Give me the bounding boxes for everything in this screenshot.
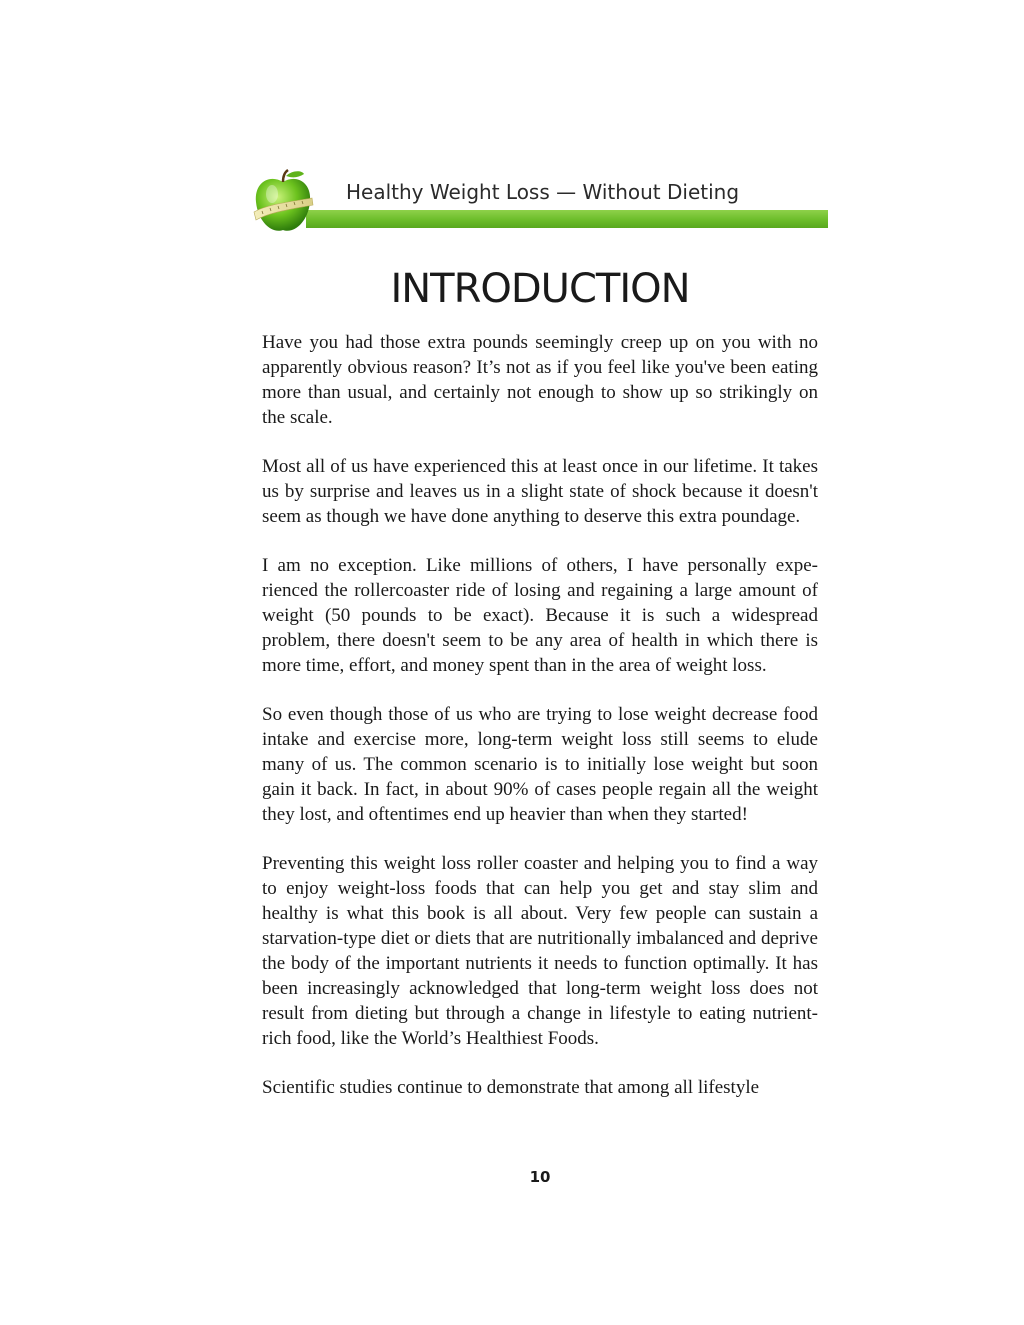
chapter-title: INTRODUCTION — [390, 266, 690, 312]
paragraph: So even though those of us who are trying to lose weight decrease food intake and exercise more, long-term weight loss still seems to elude many of us. The common scenario is to initially lose weight but soon gain it back. In fact, in about 90% of cases people regain all the weight they lost, and oftentimes end up heavier than when they started! — [262, 704, 818, 825]
paragraph: Preventing this weight loss roller coaster and helping you to find a way to enjoy weight-loss foods that can help you get and stay slim and healthy is what this book is all about. Very few people can sustain a starvation-type diet or diets that are nutritionally imbalanced and deprive the body of the important nutrients it needs to function optimally. It has been increasingly acknowledged that long-term weight loss does not result from dieting but through a change in lifestyle to eating nutrient-rich food, like the World’s Healthiest Foods. — [262, 853, 818, 1049]
running-title: Healthy Weight Loss — Without Dieting — [346, 180, 740, 204]
page-header — [250, 168, 830, 240]
paragraph: Scientific studies continue to demonstrate that among all lifestyle — [262, 1077, 760, 1098]
paragraph: Most all of us have experienced this at least once in our lifetime. It takes us by surprise and leaves us in a slight state of shock because it doesn't seem as though we have done anything to deserve this extra poundage. — [262, 456, 818, 527]
paragraph: Have you had those extra pounds seemingly creep up on you with no apparently obvious reason? It’s not as if you feel like you've been eating more than usual, and certainly not enough to show up so strikingly on the scale. — [262, 332, 818, 428]
body-text — [262, 330, 818, 1124]
page-number: 10 — [529, 1168, 551, 1186]
paragraph: I am no exception. Like millions of others, I have personally expe-rienced the rollercoaster ride of losing and regaining a large amount of weight (50 pounds to be exact). Because it is such a widespread problem, there doesn't seem to be any area of health in which there is more time, effort, and money spent than in the area of weight loss. — [262, 555, 818, 676]
header-green-bar — [306, 210, 828, 228]
apple-measuring-tape-icon — [250, 168, 316, 238]
